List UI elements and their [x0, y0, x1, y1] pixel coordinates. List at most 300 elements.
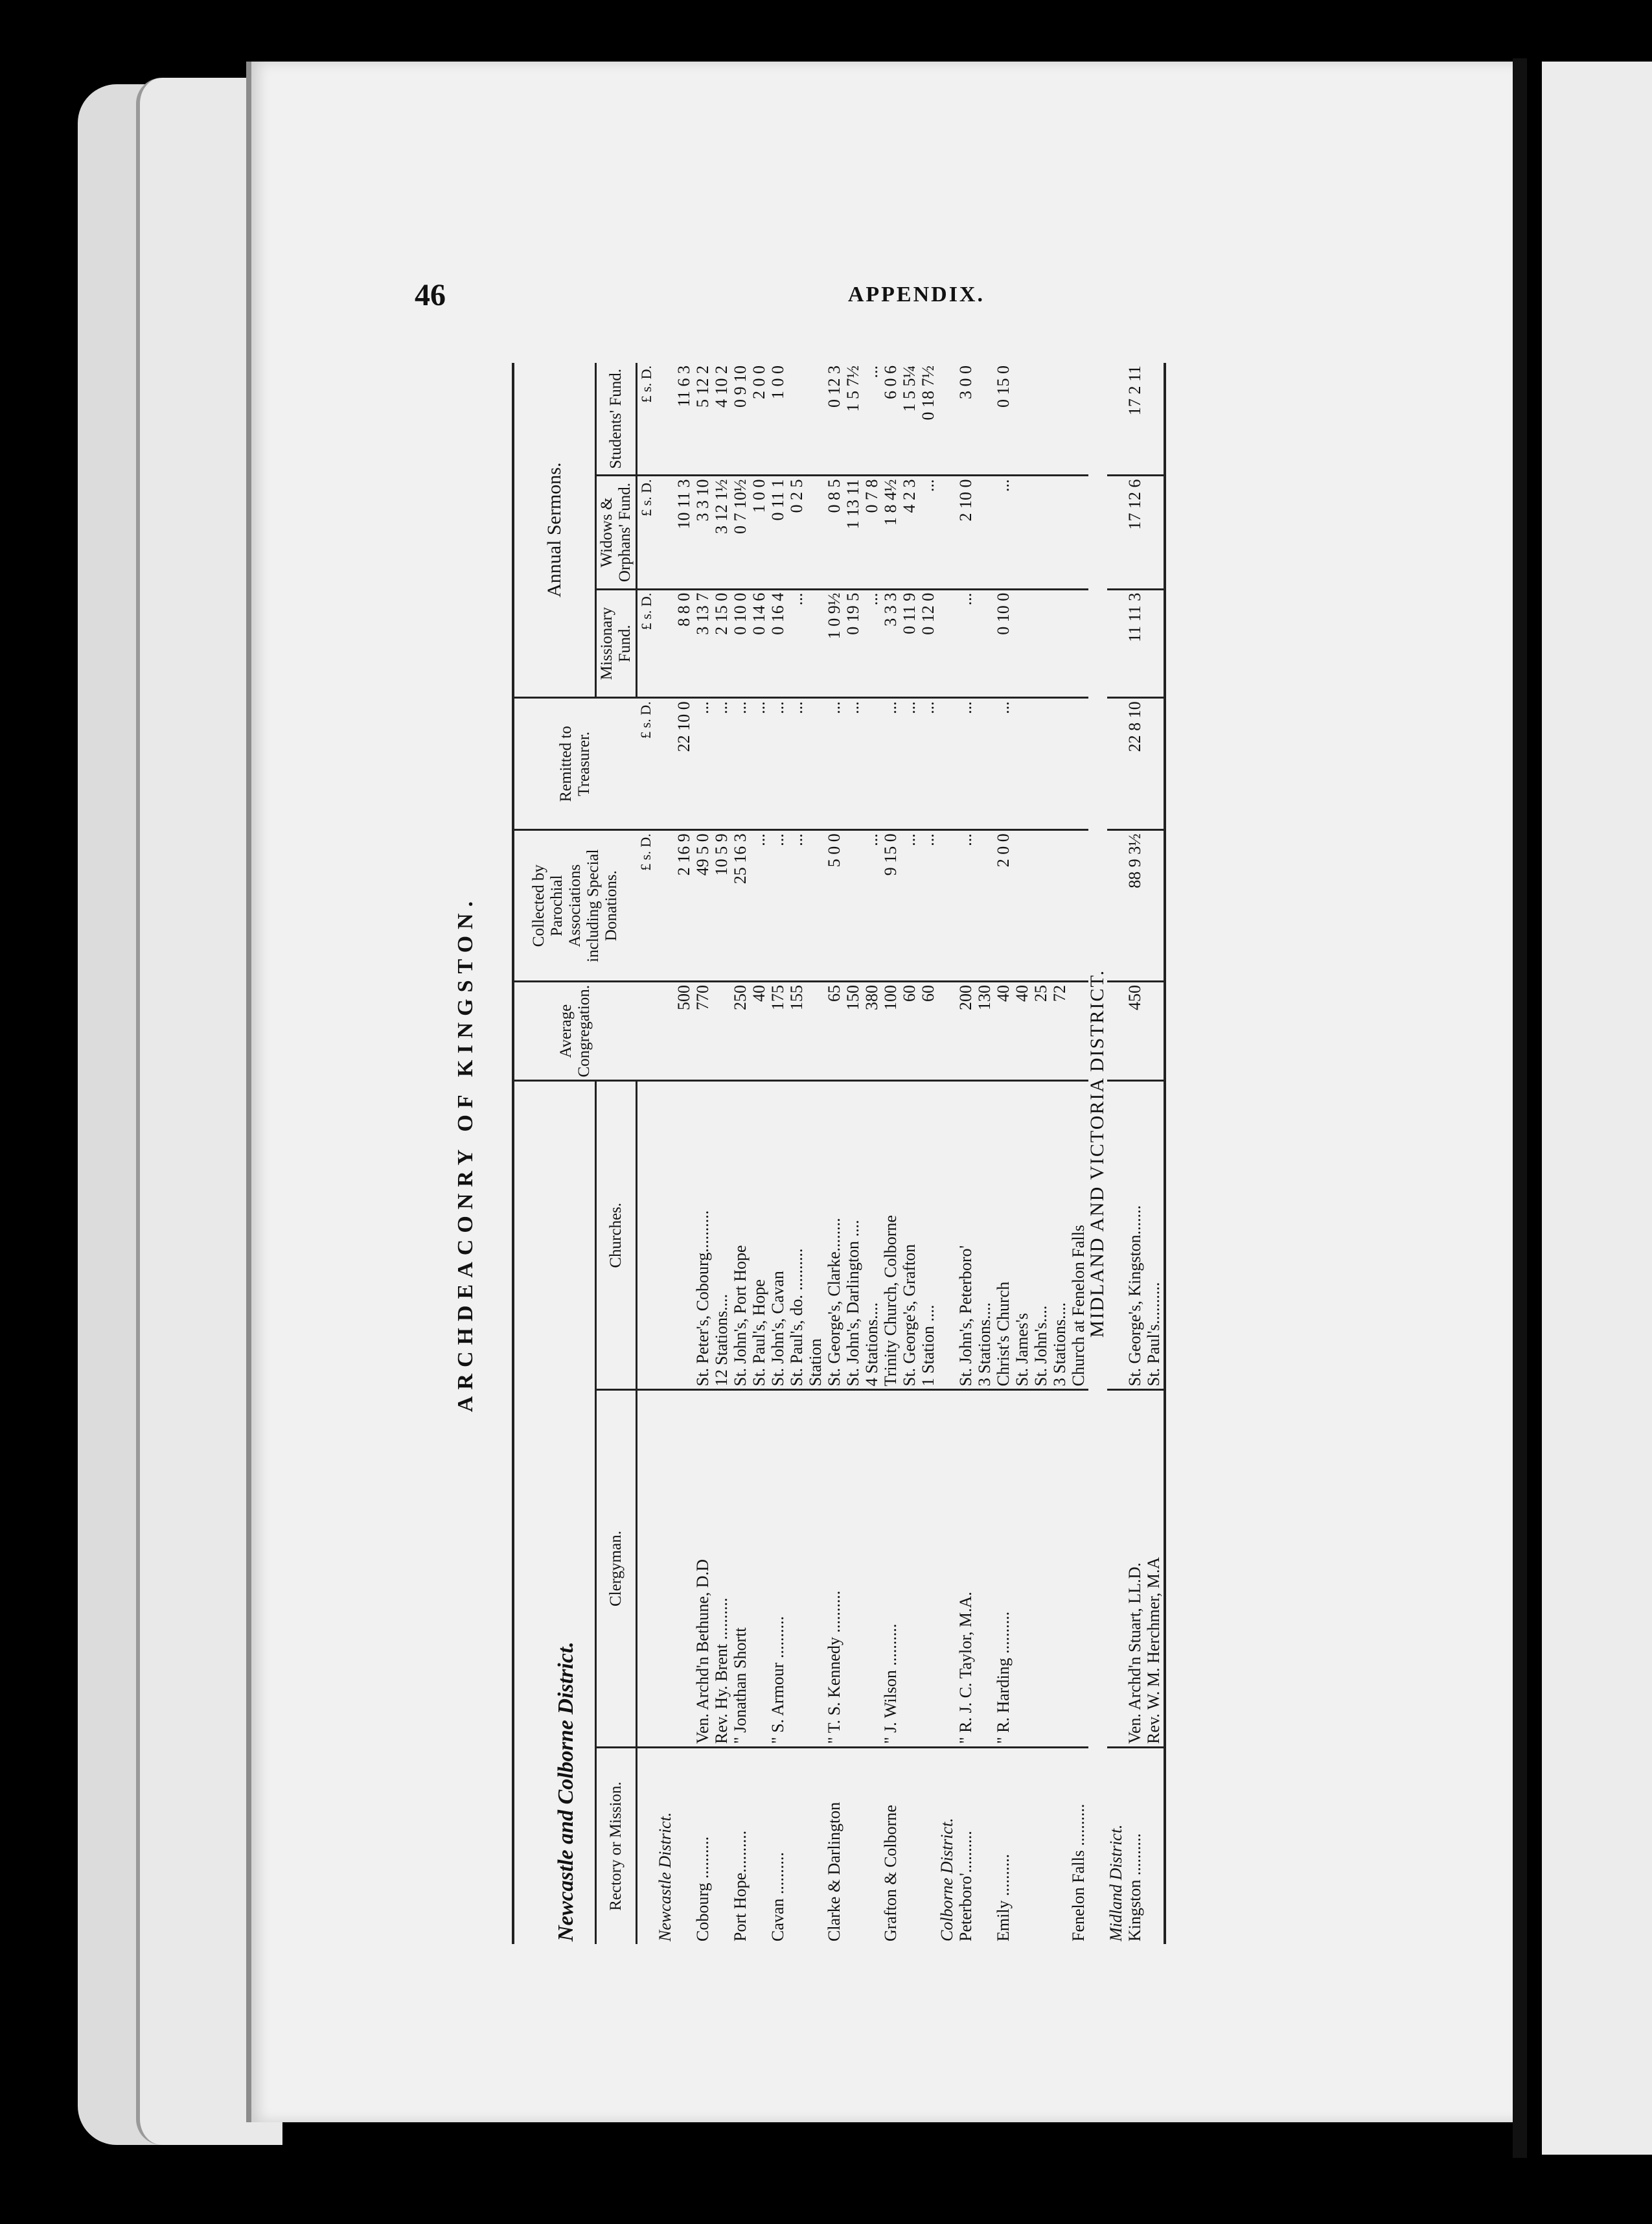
widows-cell-value: 0 2 5: [787, 479, 806, 513]
clergyman-cell: [656, 1390, 675, 1748]
congregation-cell: 60: [901, 982, 919, 1081]
remitted-cell-value: ...: [731, 701, 750, 714]
page-header: [415, 272, 985, 318]
clergyman-cell: [1051, 1390, 1070, 1748]
table-row: [675, 363, 694, 1944]
missionary-cell-value: 0 19 5: [843, 592, 862, 635]
collected-cell: [750, 830, 769, 982]
missionary-cell: [1013, 589, 1032, 698]
clergyman-cell: [1032, 1390, 1051, 1748]
collected-cell: [957, 830, 976, 982]
district-row: [1107, 363, 1126, 1944]
students-cell: [957, 363, 976, 476]
church-cell: St. Paul's, do. ..........: [788, 1081, 807, 1390]
collected-cell-value: 10 5 9: [712, 833, 731, 876]
remitted-cell-value: ...: [768, 701, 787, 714]
missionary-cell: [901, 589, 919, 698]
remitted-cell: [863, 698, 882, 830]
congregation-cell: 40: [1013, 982, 1032, 1081]
rectory-cell: [713, 1748, 731, 1945]
students-cell-value: 11 6 3: [674, 365, 693, 408]
rectory-cell: Emily ..........: [994, 1853, 1013, 1941]
students-cell: [1032, 363, 1051, 476]
units-blank: [637, 1081, 657, 1390]
table-row: [1032, 363, 1051, 1944]
rectory-cell: [901, 1748, 919, 1945]
rotated-table-block: [453, 363, 1412, 1944]
table-row: [901, 363, 919, 1944]
collected-cell-value: 2 0 0: [994, 833, 1013, 868]
table-row: [1145, 363, 1165, 1944]
congregation-cell: [938, 982, 957, 1081]
clergyman-cell: " S. Armour ..........: [769, 1390, 788, 1748]
missionary-cell-value: ...: [787, 592, 806, 606]
missionary-cell: [713, 589, 731, 698]
widows-cell: [1032, 476, 1051, 589]
missionary-cell-value: 0 16 4: [768, 592, 787, 635]
congregation-cell: [1145, 982, 1165, 1081]
congregation-cell: 100: [882, 982, 901, 1081]
rectory-cell: [675, 1748, 694, 1945]
missionary-cell-value: 8 8 0: [674, 592, 693, 627]
rectory-cell: [863, 1748, 882, 1945]
students-cell: [825, 363, 844, 476]
header-churches: Churches.: [596, 1081, 637, 1390]
congregation-cell: 175: [769, 982, 788, 1081]
widows-cell: [1051, 476, 1070, 589]
church-cell: St. John's, Cavan: [769, 1081, 788, 1390]
rectory-cell: Cavan ..........: [768, 1852, 787, 1941]
collected-cell: [1032, 830, 1051, 982]
remitted-cell-value: ...: [900, 701, 919, 714]
remitted-cell-value: ...: [787, 701, 806, 714]
church-cell: St. Paul's, Hope: [750, 1081, 769, 1390]
rectory-cell: Peterboro'..........: [956, 1831, 975, 1941]
students-cell-value: 0 9 10: [731, 365, 750, 408]
remitted-cell-value: ...: [881, 701, 900, 714]
district-row: [656, 363, 675, 1944]
congregation-cell: [1107, 982, 1126, 1081]
widows-cell: [957, 476, 976, 589]
remitted-cell-value: ...: [994, 701, 1013, 714]
missionary-cell: [731, 589, 750, 698]
students-cell-value: 1 0 0: [768, 365, 787, 399]
church-cell: [675, 1081, 694, 1390]
widows-cell: [938, 476, 957, 589]
church-cell: [938, 1081, 957, 1390]
clergyman-cell: [807, 1390, 825, 1748]
students-cell: [1145, 363, 1165, 476]
widows-cell: [788, 476, 807, 589]
table-row: [713, 363, 731, 1944]
church-cell: St. John's....: [1032, 1081, 1051, 1390]
collected-cell: [882, 830, 901, 982]
rectory-cell: [919, 1748, 938, 1945]
church-cell: St. John's, Darlington ....: [844, 1081, 863, 1390]
clergyman-cell: " Jonathan Shortt: [731, 1390, 750, 1748]
church-cell: St. John's, Peterboro': [957, 1081, 976, 1390]
widows-cell-value: 0 8 5: [825, 479, 843, 513]
students-cell-value: 2 0 0: [750, 365, 768, 399]
congregation-cell: [1070, 982, 1088, 1081]
church-cell: Trinity Church, Colborne: [882, 1081, 901, 1390]
widows-cell: [844, 476, 863, 589]
header-collected: Collected by Parochial Associations including Special Donations.: [513, 830, 637, 982]
remitted-cell: [957, 698, 976, 830]
congregation-cell: [656, 982, 675, 1081]
congregation-cell: 450: [1126, 982, 1145, 1081]
congregation-cell: 72: [1051, 982, 1070, 1081]
congregation-cell: 200: [957, 982, 976, 1081]
rectory-cell: [807, 1748, 825, 1945]
collected-cell: [1107, 830, 1126, 982]
students-cell-value: 6 0 6: [881, 365, 900, 399]
section-row: [1088, 363, 1107, 1944]
missionary-cell-value: ...: [862, 592, 881, 606]
congregation-cell: 25: [1032, 982, 1051, 1081]
widows-cell: [976, 476, 994, 589]
remitted-cell: [750, 698, 769, 830]
widows-cell-value: 4 2 3: [900, 479, 919, 513]
students-cell: [1051, 363, 1070, 476]
missionary-cell-value: 0 11 9: [900, 592, 919, 634]
collected-cell-value: 88 9 3½: [1125, 833, 1144, 888]
congregation-cell: 155: [788, 982, 807, 1081]
units-students: £ s. D.: [637, 363, 657, 476]
collected-cell-value: ...: [768, 833, 787, 846]
remitted-cell: [1070, 698, 1088, 830]
collected-cell-value: 9 15 0: [881, 833, 900, 876]
students-cell-value: 5 12 2: [693, 365, 712, 408]
clergyman-cell: Rev. W. M. Herchmer, M.A: [1145, 1390, 1165, 1748]
rectory-cell: Grafton & Colborne: [881, 1805, 900, 1941]
section-heading: MIDLAND AND VICTORIA DISTRICT.: [1086, 969, 1108, 1338]
table-row: [919, 363, 938, 1944]
collected-cell: [788, 830, 807, 982]
rectory-cell: Port Hope..........: [731, 1830, 750, 1941]
widows-cell: [656, 476, 675, 589]
widows-cell: [769, 476, 788, 589]
widows-cell-value: 0 7 10½: [731, 479, 750, 534]
church-cell: 12 Stations....: [713, 1081, 731, 1390]
units-collected: £ s. D.: [637, 830, 657, 982]
students-cell-value: 4 10 2: [712, 365, 731, 408]
widows-cell: [675, 476, 694, 589]
collected-cell-value: ...: [862, 833, 881, 846]
collected-cell: [1145, 830, 1165, 982]
collected-cell-value: 5 0 0: [825, 833, 843, 868]
congregation-cell: 40: [994, 982, 1013, 1081]
widows-cell: [1107, 476, 1126, 589]
congregation-cell: 130: [976, 982, 994, 1081]
students-cell: [731, 363, 750, 476]
table-body: [637, 363, 1165, 1944]
district-subtitle: Newcastle and Colborne District.: [553, 1641, 578, 1941]
collected-cell-value: ...: [900, 833, 919, 846]
students-cell: [919, 363, 938, 476]
church-cell: St. Peter's, Cobourg..........: [694, 1081, 713, 1390]
collected-cell: [731, 830, 750, 982]
facing-page: [1542, 62, 1652, 2155]
units-missionary: £ s. D.: [637, 589, 657, 698]
remitted-cell: [976, 698, 994, 830]
district-label: Midland District.: [1107, 1824, 1125, 1941]
widows-cell: [919, 476, 938, 589]
missionary-cell: [1051, 589, 1070, 698]
missionary-cell-value: 3 3 3: [881, 592, 900, 627]
remitted-cell-value: 22 8 10: [1125, 701, 1144, 752]
widows-cell: [901, 476, 919, 589]
students-cell-value: 17 2 11: [1125, 365, 1144, 416]
remitted-cell-value: ...: [825, 701, 843, 714]
widows-cell: [863, 476, 882, 589]
students-cell: [844, 363, 863, 476]
missionary-cell: [769, 589, 788, 698]
congregation-cell: 65: [825, 982, 844, 1081]
missionary-cell: [656, 589, 675, 698]
header-remitted: Remitted to Treasurer.: [513, 698, 637, 830]
students-cell-value: ...: [862, 365, 881, 378]
table-row: [1070, 363, 1088, 1944]
church-cell: St. George's, Kingston.......: [1126, 1081, 1145, 1390]
remitted-cell-value: ...: [693, 701, 712, 714]
students-cell-value: 0 12 3: [825, 365, 843, 408]
remitted-cell: [919, 698, 938, 830]
rectory-cell: [750, 1748, 769, 1945]
clergyman-cell: [919, 1390, 938, 1748]
widows-cell: [750, 476, 769, 589]
church-cell: Church at Fenelon Falls: [1070, 1081, 1088, 1390]
widows-cell: [713, 476, 731, 589]
collected-cell-value: 2 16 9: [674, 833, 693, 876]
congregation-cell: 380: [863, 982, 882, 1081]
collected-cell: [1051, 830, 1070, 982]
remitted-cell: [825, 698, 844, 830]
remitted-cell: [882, 698, 901, 830]
students-cell: [1070, 363, 1088, 476]
missionary-cell: [750, 589, 769, 698]
clergyman-cell: " T. S. Kennedy ..........: [825, 1390, 844, 1748]
missionary-cell-value: 0 14 6: [750, 592, 768, 635]
collected-cell: [844, 830, 863, 982]
congregation-cell: [807, 982, 825, 1081]
rectory-cell: [788, 1748, 807, 1945]
rectory-cell: [844, 1748, 863, 1945]
units-blank: [637, 982, 657, 1081]
table-row: [957, 363, 976, 1944]
congregation-cell: [713, 982, 731, 1081]
missionary-cell: [976, 589, 994, 698]
collected-cell: [994, 830, 1013, 982]
church-cell: 3 Stations....: [1051, 1081, 1070, 1390]
widows-cell-value: 3 12 1½: [712, 479, 731, 534]
clergyman-cell: [1070, 1390, 1088, 1748]
missionary-cell: [1107, 589, 1126, 698]
remitted-cell: [994, 698, 1013, 830]
collected-cell: [1126, 830, 1145, 982]
page-number: 46: [415, 277, 446, 312]
clergyman-cell: [863, 1390, 882, 1748]
remitted-cell: [788, 698, 807, 830]
remitted-cell: [1107, 698, 1126, 830]
students-cell: [788, 363, 807, 476]
header-missionary: Missionary Fund.: [596, 589, 637, 698]
collected-cell: [825, 830, 844, 982]
missionary-cell: [938, 589, 957, 698]
church-cell: St. James's: [1013, 1081, 1032, 1390]
running-head: APPENDIX.: [847, 283, 985, 307]
book-gutter: [1513, 58, 1527, 2158]
collected-cell: [976, 830, 994, 982]
collected-cell-value: 49 5 0: [693, 833, 712, 876]
clergyman-cell: " R. J. C. Taylor, M.A.: [957, 1390, 976, 1748]
clergyman-cell: Rev. Hy. Brent ..........: [713, 1390, 731, 1748]
table-row: [882, 363, 901, 1944]
remitted-cell: [1051, 698, 1070, 830]
clergyman-cell: [938, 1390, 957, 1748]
clergyman-cell: [976, 1390, 994, 1748]
church-cell: St. John's, Port Hope: [731, 1081, 750, 1390]
church-cell: [656, 1081, 675, 1390]
remitted-cell: [694, 698, 713, 830]
widows-cell-value: 0 7 8: [862, 479, 881, 513]
table-row: [1126, 363, 1145, 1944]
remitted-cell: [1126, 698, 1145, 830]
rectory-cell: Clarke & Darlington: [825, 1801, 843, 1941]
missionary-cell-value: 3 13 7: [693, 592, 712, 635]
missionary-cell: [994, 589, 1013, 698]
table-row: [1051, 363, 1070, 1944]
rectory-cell: [1032, 1748, 1051, 1945]
students-cell: [656, 363, 675, 476]
table-row: [788, 363, 807, 1944]
widows-cell-value: 2 10 0: [956, 479, 975, 522]
rectory-cell: [1051, 1748, 1070, 1945]
remitted-cell: [656, 698, 675, 830]
students-cell-value: 3 0 0: [956, 365, 975, 399]
table-row: [976, 363, 994, 1944]
missionary-cell: [788, 589, 807, 698]
missionary-cell: [863, 589, 882, 698]
missionary-cell-value: 1 0 9½: [825, 592, 843, 640]
collected-cell: [919, 830, 938, 982]
widows-cell-value: 0 11 1: [768, 479, 787, 521]
table-row: [825, 363, 844, 1944]
remitted-cell: [938, 698, 957, 830]
students-cell: [675, 363, 694, 476]
district-label: Colborne District.: [937, 1818, 956, 1941]
units-row: [637, 363, 657, 1944]
church-cell: 1 Station ....: [919, 1081, 938, 1390]
page-title: ARCHDEACONRY OF KINGSTON.: [453, 894, 477, 1413]
collected-cell-value: ...: [956, 833, 975, 846]
remitted-cell: [713, 698, 731, 830]
rectory-cell: [976, 1748, 994, 1945]
missionary-cell-value: ...: [956, 592, 975, 606]
students-cell-value: 1 5 7½: [843, 365, 862, 412]
table-row: [807, 363, 825, 1944]
church-cell: Christ's Church: [994, 1081, 1013, 1390]
header-clergyman: Clergyman.: [596, 1390, 637, 1748]
header-widows: Widows & Orphans' Fund.: [596, 476, 637, 589]
missionary-cell: [1145, 589, 1165, 698]
widows-cell: [731, 476, 750, 589]
rectory-cell: Cobourg ..........: [693, 1836, 712, 1941]
widows-cell-value: 3 3 10: [693, 479, 712, 522]
remitted-cell: [1032, 698, 1051, 830]
header-rectory: Rectory or Mission.: [596, 1748, 637, 1945]
collected-cell: [694, 830, 713, 982]
clergyman-cell: Ven. Archd'n Stuart, LL.D.: [1126, 1390, 1145, 1748]
students-cell-value: 0 18 7½: [919, 365, 937, 421]
clergyman-cell: [1013, 1390, 1032, 1748]
remitted-cell: [844, 698, 863, 830]
clergyman-cell: " J. Wilson ..........: [882, 1390, 901, 1748]
missionary-cell-value: 0 10 0: [731, 592, 750, 635]
missionary-cell: [957, 589, 976, 698]
missionary-cell: [694, 589, 713, 698]
missionary-cell: [807, 589, 825, 698]
congregation-cell: 40: [750, 982, 769, 1081]
students-cell: [1013, 363, 1032, 476]
missionary-cell-value: 11 11 3: [1125, 592, 1144, 642]
table-row: [694, 363, 713, 1944]
church-cell: [1107, 1081, 1126, 1390]
missionary-cell: [882, 589, 901, 698]
widows-cell: [825, 476, 844, 589]
units-blank: [637, 1390, 657, 1748]
widows-cell-value: 1 8 4½: [881, 479, 900, 526]
widows-cell: [994, 476, 1013, 589]
remitted-cell: [807, 698, 825, 830]
clergyman-cell: " R. Harding ..........: [994, 1390, 1013, 1748]
missionary-cell-value: 2 15 0: [712, 592, 731, 635]
congregation-cell: 60: [919, 982, 938, 1081]
table-row: [769, 363, 788, 1944]
widows-cell-value: 1 0 0: [750, 479, 768, 513]
clergyman-cell: [1107, 1390, 1126, 1748]
missionary-cell: [919, 589, 938, 698]
clergyman-cell: [675, 1390, 694, 1748]
students-cell: [1126, 363, 1145, 476]
students-cell: [750, 363, 769, 476]
collected-cell-value: ...: [787, 833, 806, 846]
remitted-cell-value: ...: [843, 701, 862, 714]
collected-cell: [1070, 830, 1088, 982]
students-cell-value: 0 15 0: [994, 365, 1013, 408]
collected-cell: [901, 830, 919, 982]
collected-cell: [769, 830, 788, 982]
rectory-cell: [1013, 1748, 1032, 1945]
table-row: [1013, 363, 1032, 1944]
missionary-cell: [1032, 589, 1051, 698]
widows-cell-value: 17 12 6: [1125, 479, 1144, 530]
church-cell: 3 Stations....: [976, 1081, 994, 1390]
church-cell: St. George's, Clarke........: [825, 1081, 844, 1390]
students-cell-value: 1 5 5¼: [900, 365, 919, 412]
missionary-cell: [844, 589, 863, 698]
collected-cell: [1013, 830, 1032, 982]
widows-cell: [1145, 476, 1165, 589]
rectory-cell: Kingston ..........: [1125, 1833, 1144, 1941]
remitted-cell-value: ...: [750, 701, 768, 714]
remitted-cell-value: ...: [919, 701, 937, 714]
remitted-cell: [731, 698, 750, 830]
students-cell: [769, 363, 788, 476]
header-congregation: Average Congregation.: [513, 982, 637, 1081]
widows-cell: [882, 476, 901, 589]
remitted-cell-value: 22 10 0: [674, 701, 693, 752]
